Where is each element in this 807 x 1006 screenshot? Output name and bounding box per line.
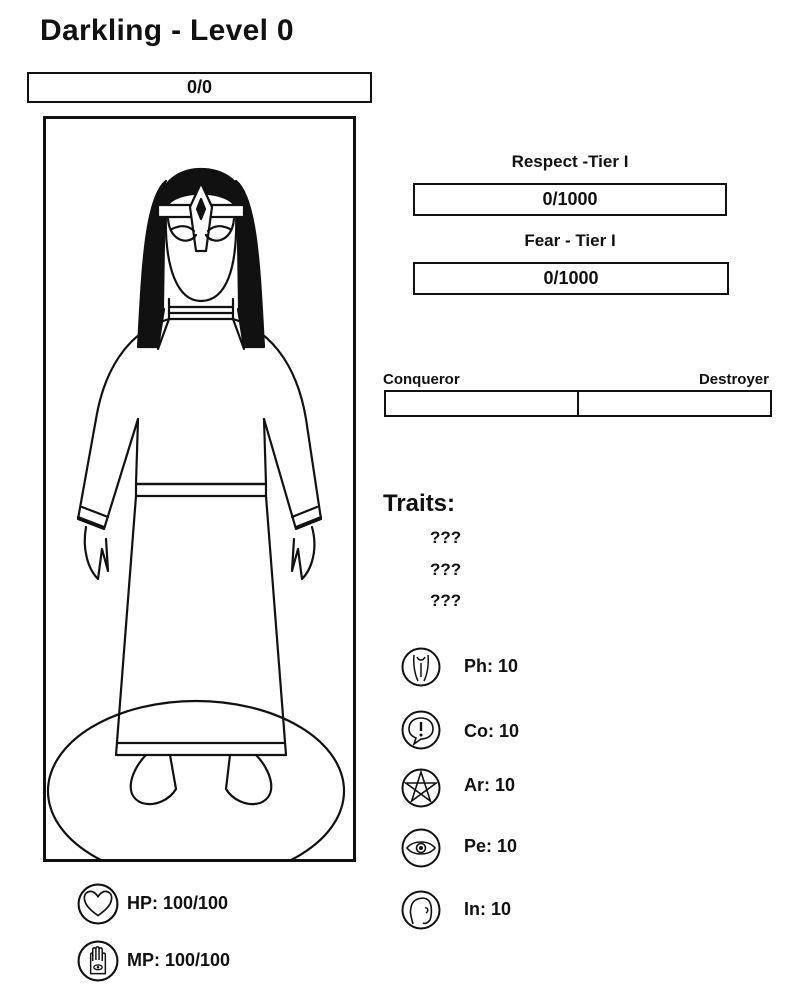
stat-pe: Pe: 10 <box>464 836 518 856</box>
trait-item: ??? <box>430 528 462 547</box>
mp-value: MP: 100/100 <box>127 950 231 970</box>
stat-ph: Ph: 10 <box>464 656 519 676</box>
alignment-bar <box>384 390 772 417</box>
alignment-left-half <box>386 392 577 415</box>
xp-bar <box>27 72 372 103</box>
pentagram-icon <box>401 768 441 808</box>
character-portrait <box>43 116 356 862</box>
speech-exclamation-icon <box>401 710 441 750</box>
fear-bar <box>413 262 729 295</box>
respect-label: Respect -Tier I <box>511 152 629 171</box>
xp-value: 0/0 <box>186 77 213 97</box>
trait-item: ??? <box>430 591 462 610</box>
heart-icon <box>77 883 119 925</box>
darkling-figure <box>46 119 353 859</box>
respect-value: 0/1000 <box>542 189 598 209</box>
fear-value: 0/1000 <box>543 268 599 288</box>
fear-label: Fear - Tier I <box>524 231 616 250</box>
alignment-right-label: Destroyer <box>698 371 769 388</box>
stat-in: In: 10 <box>464 899 512 919</box>
hp-value: HP: 100/100 <box>127 893 229 913</box>
stat-co: Co: 10 <box>464 721 520 741</box>
character-title: Darkling - Level 0 <box>40 14 294 47</box>
alignment-right-half <box>577 392 770 415</box>
trait-item: ??? <box>430 560 462 579</box>
eye-icon <box>401 828 441 868</box>
alignment-left-label: Conqueror <box>383 371 460 388</box>
head-profile-icon <box>401 890 441 930</box>
torso-icon <box>401 647 441 687</box>
traits-title: Traits: <box>383 490 456 517</box>
stat-ar: Ar: 10 <box>464 775 516 795</box>
hamsa-hand-icon <box>77 940 119 982</box>
respect-bar <box>413 183 727 216</box>
